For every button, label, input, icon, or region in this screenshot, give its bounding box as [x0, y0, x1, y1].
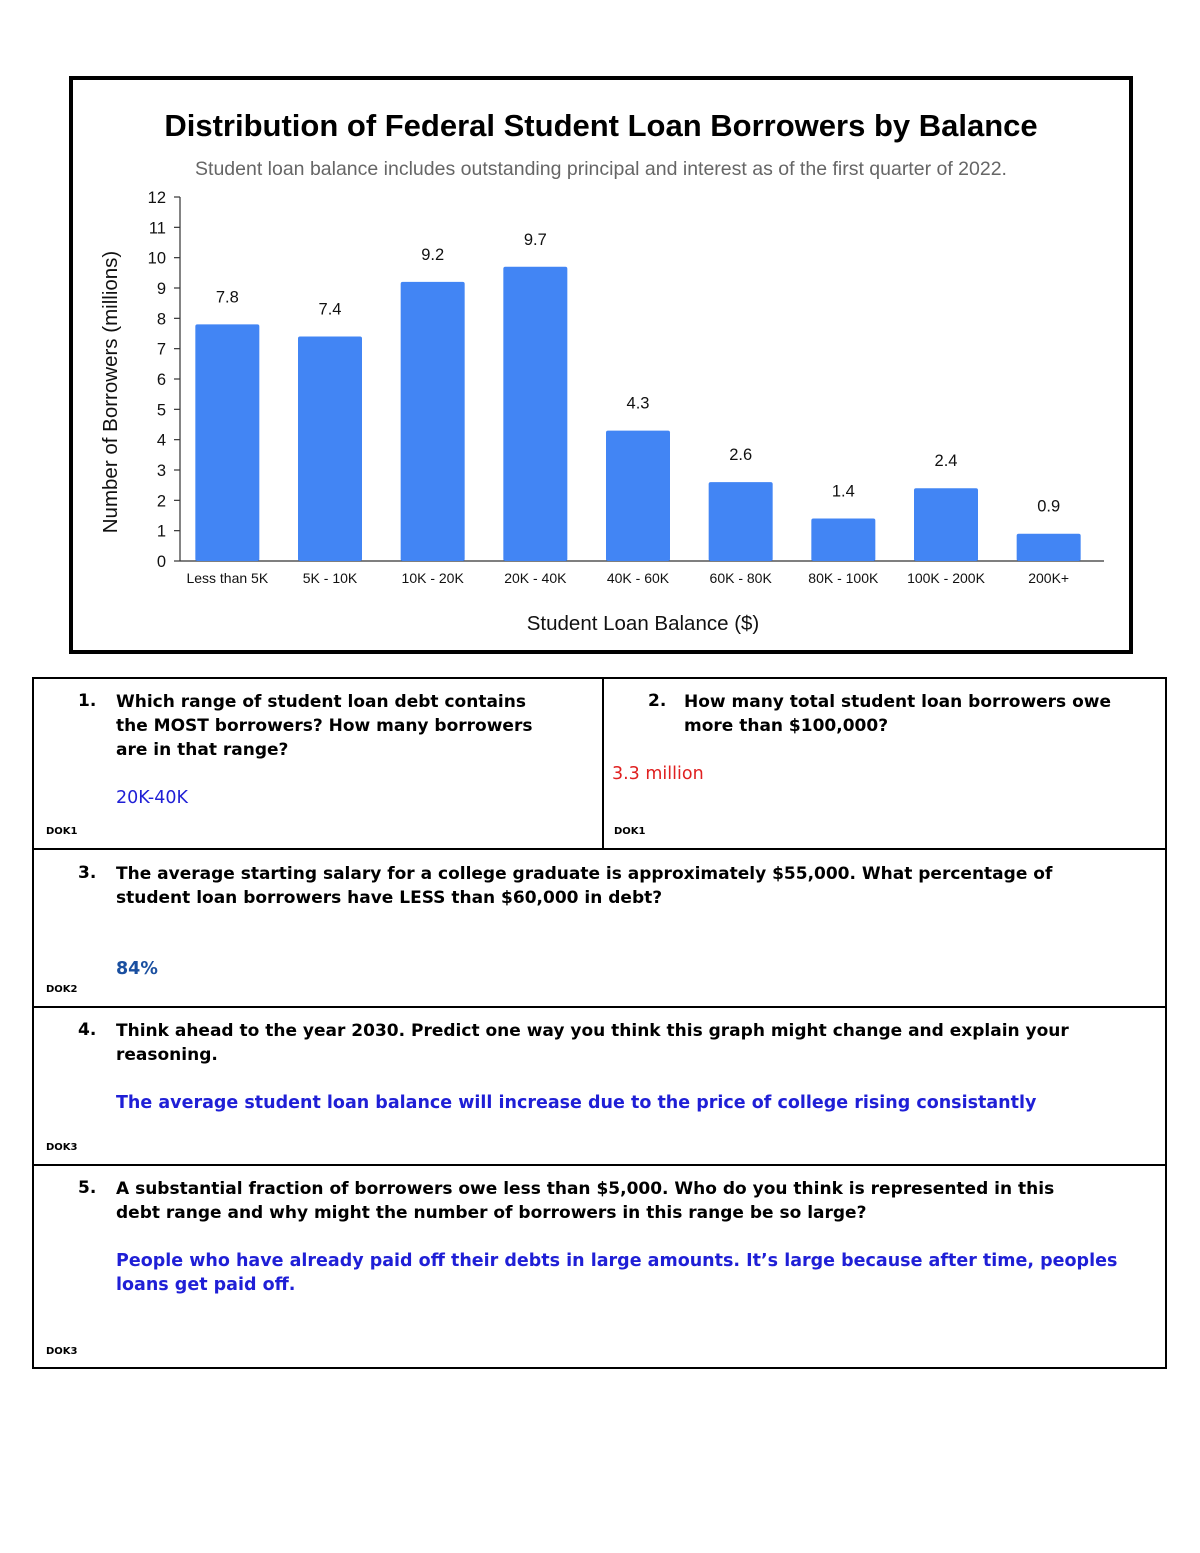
bar: [298, 337, 362, 561]
answer-text[interactable]: [116, 1249, 1117, 1297]
question-line: more than $100,000?: [683, 716, 889, 736]
y-tick-label: 10: [147, 249, 166, 268]
y-tick-label: 7: [156, 340, 166, 359]
answer-line: People who have already paid off their debts in large amounts. It’s large because after time, peoples: [116, 1251, 1118, 1271]
data-label: 1.4: [831, 482, 855, 501]
question-number: 5.: [78, 1178, 97, 1198]
y-tick-label: 12: [147, 189, 166, 207]
question-number: 2.: [647, 691, 667, 711]
x-tick-label: 10K - 20K: [401, 570, 464, 586]
y-tick-label: 0: [156, 553, 166, 571]
bar: [195, 324, 259, 561]
question-line: the MOST borrowers? How many borrowers: [116, 716, 533, 736]
answer-line: loans get paid off.: [116, 1275, 296, 1295]
question-cell-5: [33, 1165, 1166, 1368]
data-label: 7.4: [318, 300, 342, 319]
bar: [503, 267, 567, 561]
question-line: Think ahead to the year 2030. Predict one way you think this graph might change and explain your: [116, 1021, 1069, 1041]
question-line: Which range of student loan debt contains: [116, 692, 526, 712]
question-line: The average starting salary for a college graduate is approximately $55,000. What percentage of: [116, 864, 1053, 884]
question-number: 4.: [78, 1020, 97, 1040]
question-table: [32, 677, 1167, 1369]
x-tick-label: 100K - 200K: [907, 570, 985, 586]
x-tick-label: 60K - 80K: [709, 570, 772, 586]
bar: [914, 488, 978, 561]
x-tick-label: 5K - 10K: [302, 570, 358, 586]
question-line: reasoning.: [116, 1045, 218, 1065]
answer-text[interactable]: 20K-40K: [116, 788, 188, 808]
question-text: [116, 1019, 1069, 1067]
data-label: 7.8: [215, 288, 239, 307]
data-label: 4.3: [626, 394, 650, 413]
bar: [811, 519, 875, 561]
question-cell-2: [603, 678, 1166, 849]
x-axis-title: Student Loan Balance ($): [526, 612, 760, 635]
question-text: [116, 862, 1052, 910]
chart-subtitle: Student loan balance includes outstanding principal and interest as of the first quarter of 2022.: [195, 158, 1007, 180]
data-label: 0.9: [1037, 497, 1061, 516]
question-number: 3.: [78, 863, 97, 883]
question-line: are in that range?: [116, 740, 289, 760]
data-label: 9.7: [523, 230, 547, 249]
question-text: [116, 690, 532, 762]
y-tick-label: 9: [156, 280, 166, 298]
y-tick-label: 6: [156, 371, 166, 389]
data-label: 2.4: [934, 452, 958, 471]
data-label: 9.2: [421, 245, 445, 264]
x-tick-label: 80K - 100K: [808, 570, 879, 586]
question-line: How many total student loan borrowers owe: [683, 692, 1112, 712]
question-cell-1: [33, 678, 603, 849]
y-tick-label: 3: [156, 462, 166, 480]
question-number: 1.: [78, 691, 97, 711]
y-tick-label: 5: [156, 401, 166, 420]
answer-text[interactable]: 3.3 million: [611, 764, 704, 784]
bar-chart: [73, 80, 1129, 650]
chart-frame: [69, 76, 1133, 654]
bar: [606, 431, 670, 561]
bar: [709, 482, 773, 561]
data-label: 2.6: [729, 446, 753, 465]
question-text: [116, 1177, 1054, 1225]
question-line: debt range and why might the number of borrowers in this range be so large?: [116, 1203, 867, 1223]
plot-area: [148, 189, 1104, 586]
question-text: [684, 690, 1111, 738]
answer-text[interactable]: 84%: [116, 959, 158, 979]
x-tick-label: 200K+: [1028, 570, 1070, 586]
dok-level: DOK3: [46, 1142, 78, 1153]
question-line: A substantial fraction of borrowers owe less than $5,000. Who do you think is represented in this: [116, 1179, 1055, 1199]
y-axis-title: Number of Borrowers (millions): [99, 250, 122, 534]
x-tick-label: 20K - 40K: [504, 570, 567, 586]
y-tick-label: 4: [156, 431, 166, 450]
y-tick-label: 1: [156, 522, 166, 541]
y-tick-label: 8: [156, 310, 166, 329]
dok-level: DOK1: [613, 826, 646, 837]
x-tick-label: 40K - 60K: [606, 570, 670, 586]
bar: [1017, 534, 1081, 561]
answer-text[interactable]: The average student loan balance will increase due to the price of college rising consistantly: [116, 1093, 1037, 1113]
question-cell-4: [33, 1007, 1166, 1165]
bar: [401, 282, 465, 561]
y-tick-label: 2: [156, 492, 166, 511]
dok-level: DOK2: [46, 984, 78, 995]
question-cell-3: [33, 849, 1166, 1007]
y-tick-label: 11: [148, 219, 166, 238]
dok-level: DOK3: [46, 1346, 78, 1357]
question-line: student loan borrowers have LESS than $60,000 in debt?: [116, 888, 663, 908]
chart-title: Distribution of Federal Student Loan Borrowers by Balance: [164, 108, 1038, 143]
x-tick-label: Less than 5K: [186, 570, 269, 586]
dok-level: DOK1: [46, 826, 78, 837]
